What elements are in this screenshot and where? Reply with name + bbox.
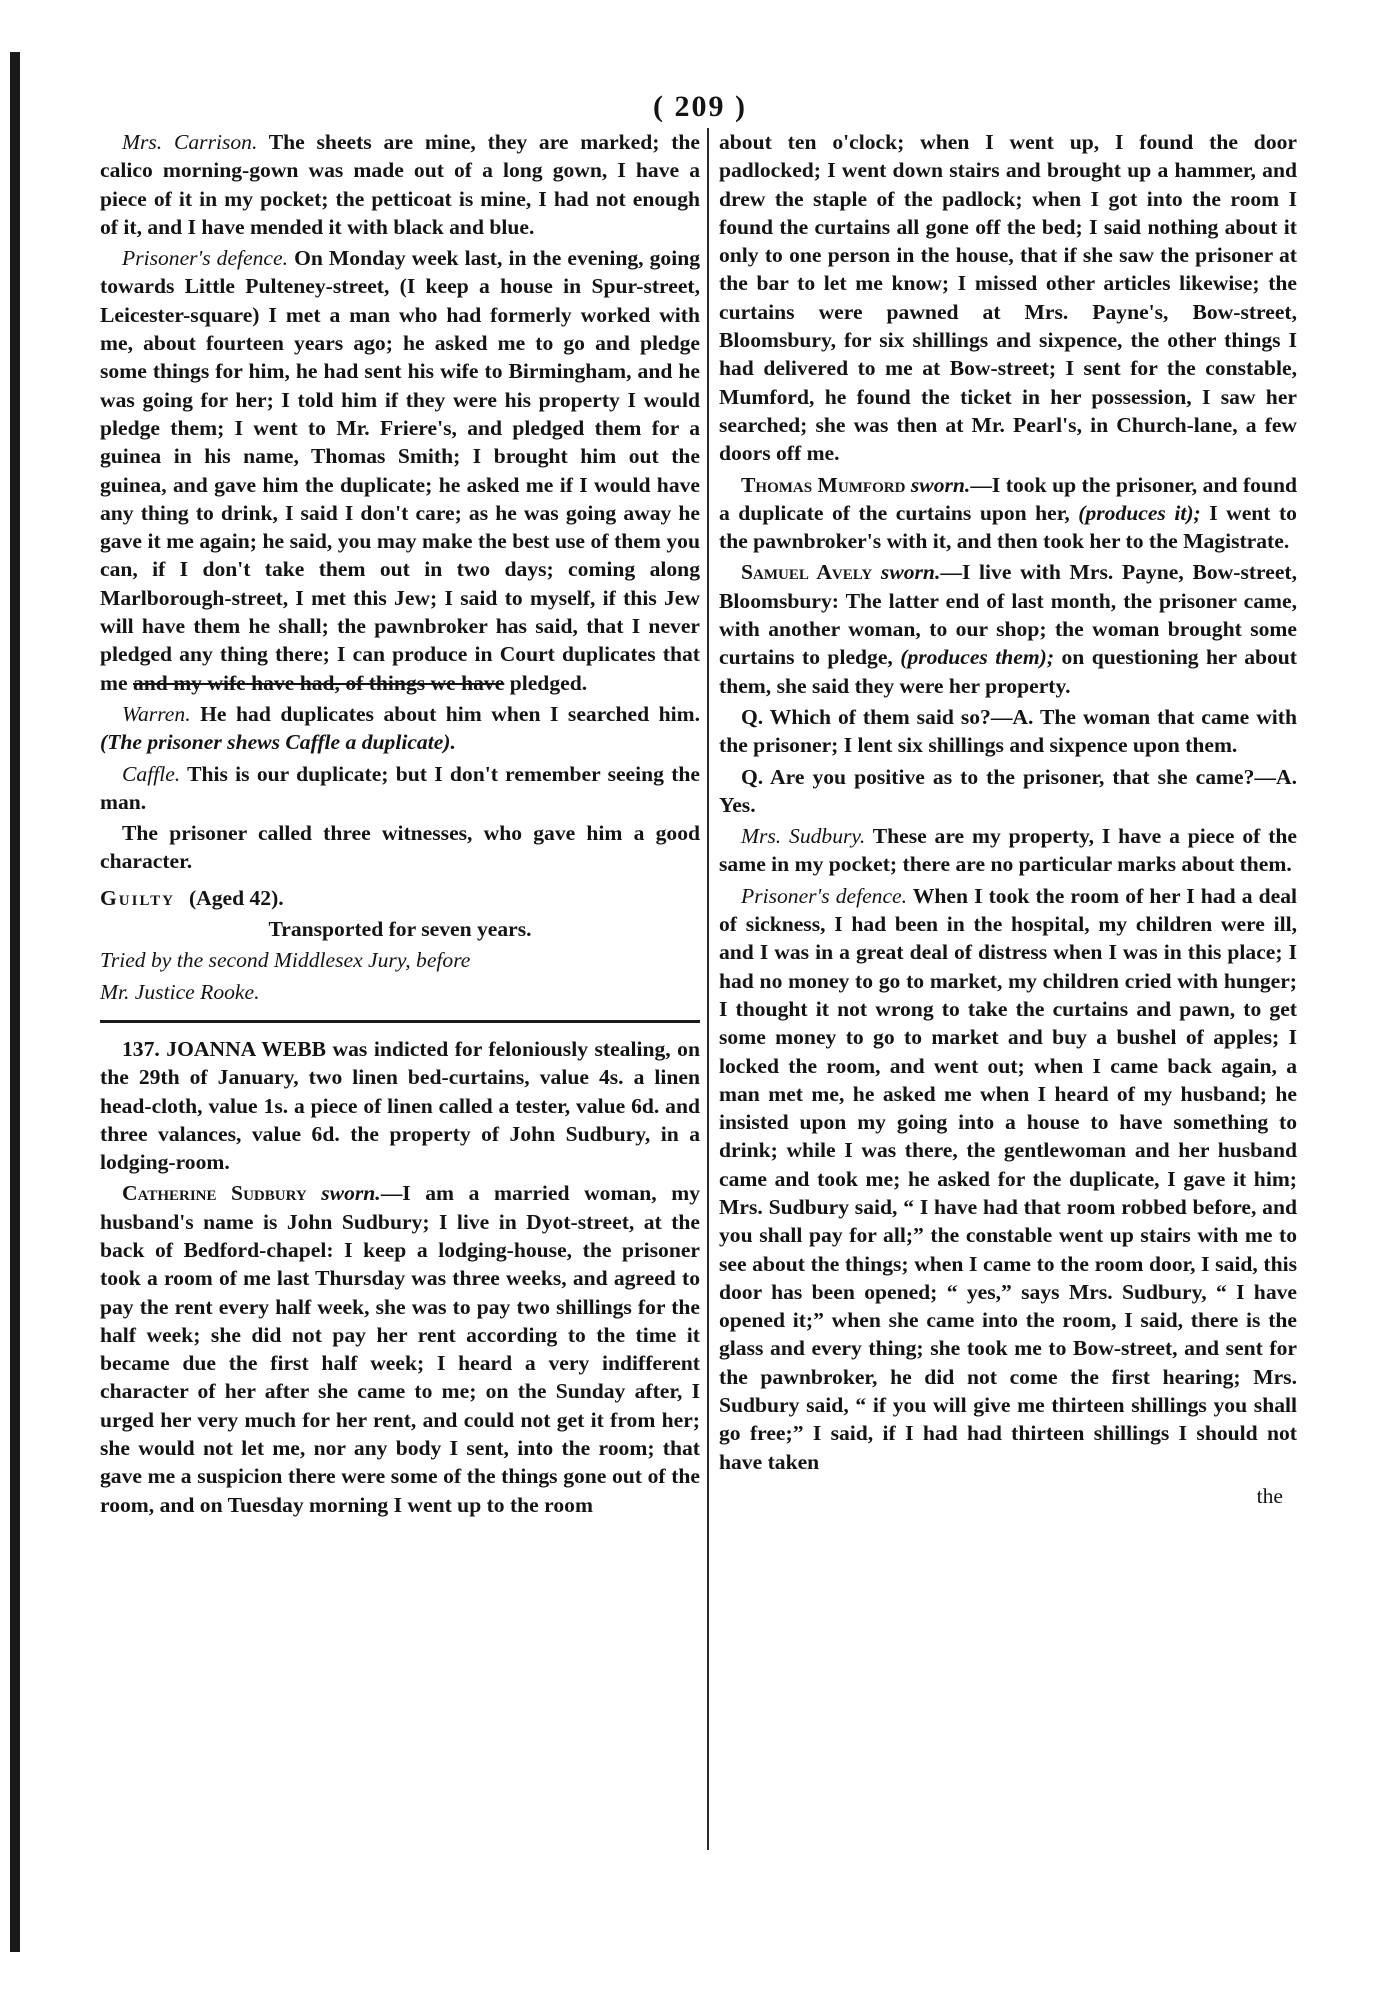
testimony-text: These are my property, I have a piece of the same in my pocket; there are no particular marks about them.: [719, 824, 1297, 877]
testimony-text: —I am a married woman, my husband's name is John Sudbury; I live in Dyot-street, at the back of Bedford-chapel: I keep a lodging-house, the prisoner took a room of me last Thursday was three weeks, and agreed to pay the rent every half week, she was to pay two shillings for the half week; she did not pay her rent according to the time it became due the first half week; I heard a very indifferent character of her after she came to me; on the Sunday after, I urged her very much for her rent, and could not get it from her; she would not let me, nor any body I sent, into the room; that gave me a suspicion there were some of the things gone out of the room, and on Tuesday morning I went up to the room: [100, 1181, 700, 1517]
paragraph: [100, 819, 700, 876]
column-rule: [707, 128, 709, 1850]
testimony-text: The prisoner called three witnesses, who gave him a good character.: [100, 821, 700, 874]
testimony-text: pledged.: [509, 670, 588, 695]
stage-note: (produces it);: [1078, 500, 1201, 525]
testimony-text: He had duplicates about him when I searched him.: [200, 701, 701, 726]
case-heading: 137. JOANNA WEBB was indicted for feloniously stealing, on the 29th of January, two linen bed-curtains, value 4s. a linen head-cloth, value 1s. a piece of linen called a tester, value 6d. and three valances, value 6d. the property of John Sudbury, in a lodging-room.: [100, 1036, 700, 1175]
justice-line: Mr. Justice Rooke.: [100, 979, 260, 1004]
paragraph: [100, 244, 700, 697]
testimony-text: —I live with Mrs. Payne, Bow-street, Bloomsbury: The latter end of last month, the prisoner came, with another woman, to our shop; the woman brought some curtains to pledge,: [719, 560, 1297, 670]
sworn-label: sworn.: [321, 1181, 381, 1206]
paragraph: [719, 822, 1297, 879]
paragraph: [719, 558, 1297, 699]
testimony-text: Q. Are you positive as to the prisoner, that she came?—A. Yes.: [719, 764, 1297, 817]
sworn-label: sworn.: [910, 472, 971, 497]
verdict: [100, 884, 700, 912]
paragraph: [719, 703, 1297, 760]
testimony-text: about ten o'clock; when I went up, I found the door padlocked; I went down stairs and brought up a hammer, and drew the staple of the padlock; when I got into the room I found the curtains all gone off the bed; I said nothing about it only to one person in the house, that if she saw the prisoner at the bar to let me know; I missed other articles likewise; the curtains were pawned at Mrs. Payne's, Bow-street, Bloomsbury, for six shillings and sixpence, the other things I had delivered to me at Bow-street; I sent for the constable, Mumford, he found the ticket in her possession, I saw her searched; she was then at Mr. Pearl's, in Church-lane, a few doors off me.: [719, 130, 1297, 466]
page-number: ( 209 ): [653, 90, 747, 123]
witness-name: Samuel Avely: [741, 560, 873, 585]
paragraph: [100, 700, 700, 757]
witness-name: Thomas Mumford: [741, 472, 906, 497]
speaker-label: Prisoner's defence.: [741, 883, 908, 908]
paragraph: [100, 128, 700, 241]
paragraph: [100, 760, 700, 817]
testimony-text: When I took the room of her I had a deal of sickness, I had been in the hospital, my children were ill, and I was in a great deal of distress when I was in this place; I had no money to go to market, my children cried with hunger; I thought it not wrong to take the curtains and pawn, to get some money to go to market and buy a bushel of apples; I locked the room, and went out; when I came back again, a man met me, he asked me when I heard of my husband; he insisted upon my going into a house to have something to drink; while I was there, the gentlewoman and her husband came and took me; he asked for the duplicate, I gave it him; Mrs. Sudbury said, “ I have had that room robbed before, and you shall pay for all;” the constable went up stairs with me to see about the things; when I came to the room door, I said, this door has been opened; “ yes,” says Mrs. Sudbury, “ I have opened it;” when she came into the room, I said, there is the glass and every thing; she took me to Bow-street, and sent for the pawnbroker, he did not come the first hearing; Mrs. Sudbury said, “ if you will give me thirteen shillings you shall go free;” I said, if I had had thirteen shillings I should not have taken: [719, 883, 1298, 1474]
testimony-text: On Monday week last, in the evening, going towards Little Pulteney-street, (I keep a house in Spur-street, Leicester-square) I met a man who had formerly worked with me, about fourteen years ago; he asked me to go and pledge some things for him, he had sent his wife to Birmingham, and he was going for her; I told him if they were his property I would pledge them; I went to Mr. Friere's, and pledged them for a guinea in his name, Thomas Smith; I brought him out the guinea, and gave him the duplicate; he asked me if I would have any thing to drink, I said I don't care; as he was going away he gave it me again; he said, you may make the best use of them you can, if I don't take them out in two days; coming along Marlborough-street, I met this Jew; I said to myself, if this Jew will have them he shall; the pawnbroker has said, that I never pledged any thing there; I can produce in Court duplicates that me: [100, 246, 700, 695]
speaker-label: Mrs. Sudbury.: [741, 824, 866, 849]
speaker-label: Prisoner's defence.: [122, 246, 288, 271]
paragraph: [719, 471, 1297, 556]
verdict-age: (Aged 42).: [188, 885, 284, 910]
case-divider: [100, 1020, 700, 1023]
right-column: [719, 128, 1297, 1510]
sentence: Transported for seven years.: [268, 917, 532, 942]
tried-by-line: Tried by the second Middlesex Jury, before: [100, 948, 471, 973]
speaker-label: Mrs. Carrison.: [122, 130, 258, 154]
sworn-label: sworn.: [880, 560, 941, 585]
page-edge-shadow: [10, 52, 20, 1952]
catchword: the: [1256, 1483, 1283, 1508]
left-column: [100, 128, 700, 1519]
paragraph: [719, 763, 1297, 820]
testimony-text: The sheets are mine, they are marked; the calico morning-gown was made out of a long gown, I have a piece of it in my pocket; the petticoat is mine, I had not enough of it, and I have mended it with black and blue.: [100, 130, 700, 239]
testimony-text: Q. Which of them said so?—A. The woman that came with the prisoner; I lent six shillings and sixpence upon them.: [719, 704, 1297, 758]
witness-name: Catherine Sudbury: [122, 1181, 307, 1206]
testimony-text: on questioning her about them, she said they were her property.: [719, 645, 1297, 698]
verdict-guilty: Guilty: [100, 885, 175, 910]
stage-note: (produces them);: [900, 645, 1055, 670]
speaker-label: Caffle.: [122, 761, 181, 786]
speaker-label: Warren.: [122, 701, 191, 726]
testimony-text: I went to the pawnbroker's with it, and then took her to the Magistrate.: [719, 500, 1297, 554]
paragraph: [719, 882, 1297, 1476]
paragraph: [719, 128, 1297, 468]
testimony-text: —I took up the prisoner, and found a duplicate of the curtains upon her,: [719, 472, 1297, 525]
paragraph: [100, 1179, 700, 1519]
stage-note: (The prisoner shews Caffle a duplicate).: [100, 730, 456, 755]
struck-text: and my wife have had, of things we have: [132, 670, 505, 695]
testimony-text: This is our duplicate; but I don't remember seeing the man.: [100, 761, 700, 814]
